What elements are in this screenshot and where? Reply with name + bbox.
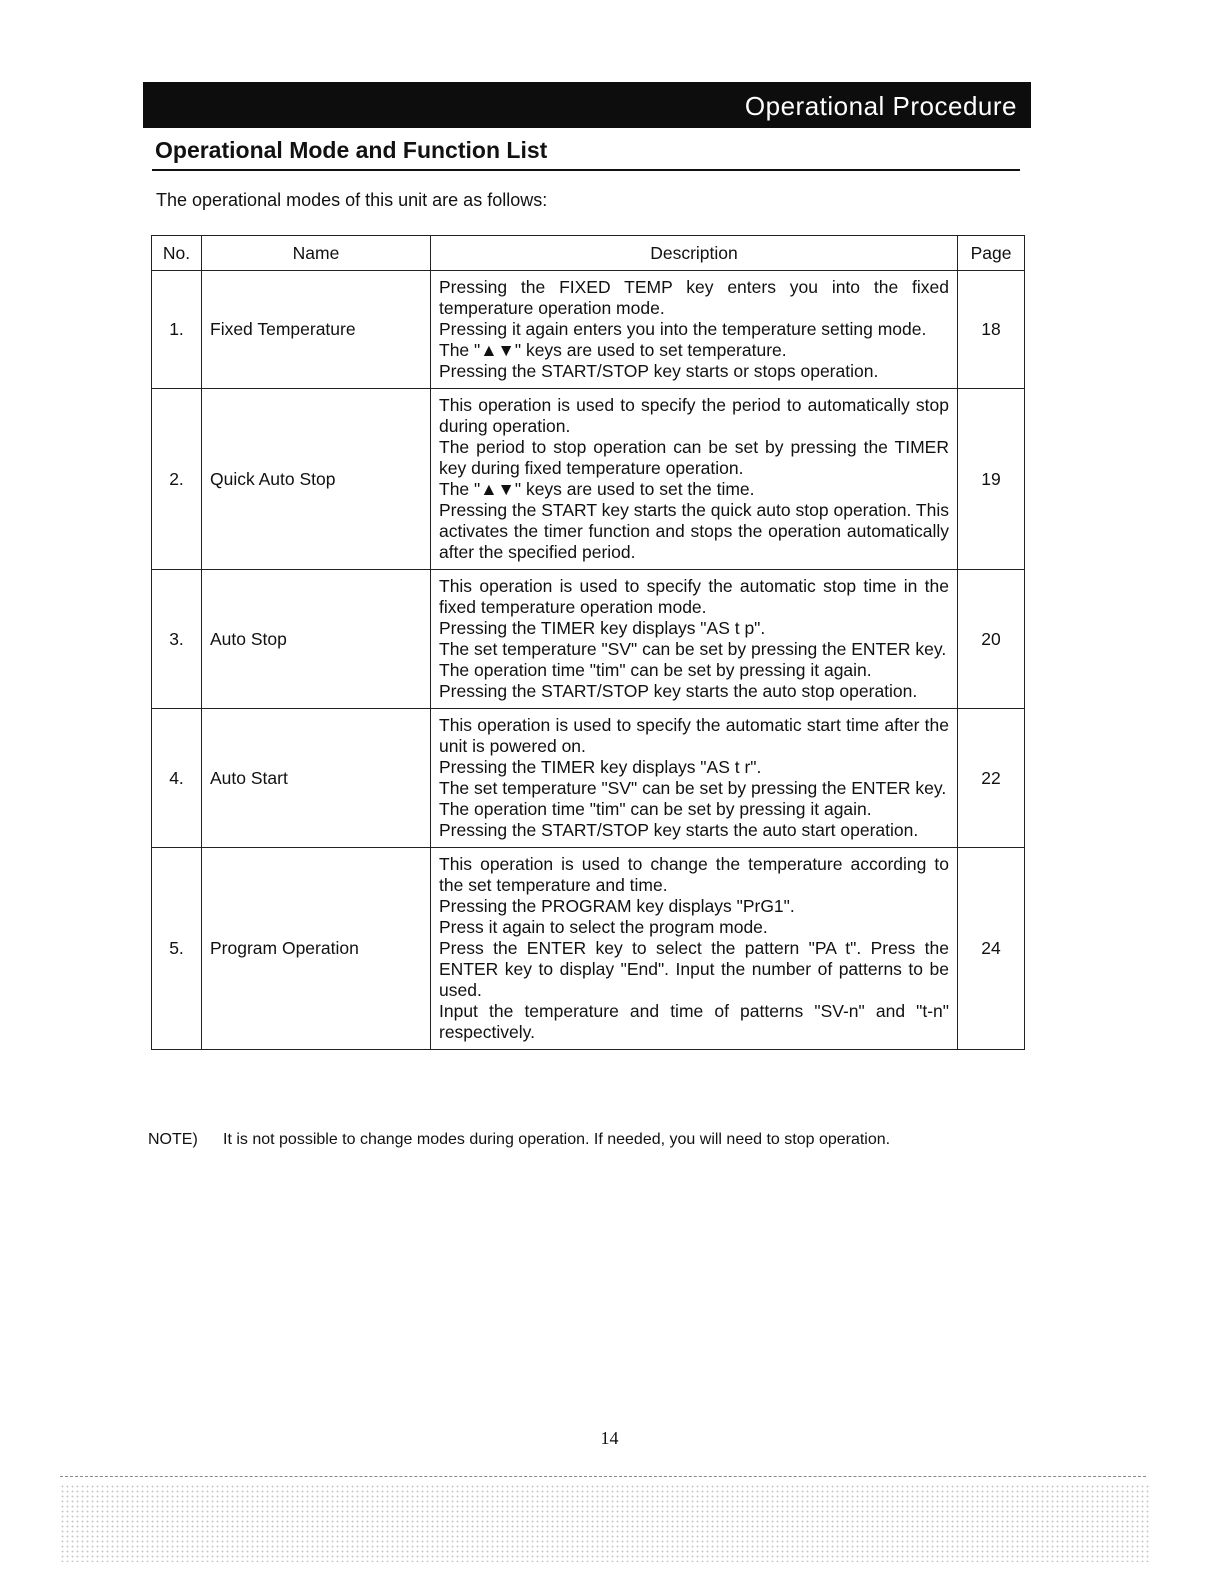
description-line: Pressing the PROGRAM key displays "PrG1". [439, 896, 795, 916]
column-header-name: Name [202, 236, 431, 271]
note-text: It is not possible to change modes during operation. If needed, you will need to stop operation. [223, 1131, 891, 1148]
mode-function-table [151, 235, 1025, 1050]
description-line: The operation time "tim" can be set by pressing it again. [439, 660, 872, 680]
description-line: Pressing the START key starts the quick auto stop operation. This activates the timer function and stops the operation automatically after the specified period. [439, 500, 949, 562]
description-line: The "▲▼" keys are used to set temperature. [439, 340, 787, 360]
table-row [152, 709, 1025, 848]
page-reference: 24 [958, 848, 1025, 1050]
page-reference: 20 [958, 570, 1025, 709]
mode-description [431, 271, 958, 389]
mode-description [431, 709, 958, 848]
scan-artifact-noise [60, 1484, 1150, 1562]
row-number: 1. [152, 271, 202, 389]
description-line: Pressing it again enters you into the temperature setting mode. [439, 319, 927, 339]
mode-description [431, 570, 958, 709]
row-number: 5. [152, 848, 202, 1050]
description-line: Pressing the TIMER key displays "AS t r". [439, 757, 762, 777]
description-line: Pressing the TIMER key displays "AS t p". [439, 618, 766, 638]
description-line: Pressing the START/STOP key starts the auto stop operation. [439, 681, 918, 701]
mode-name: Fixed Temperature [202, 271, 431, 389]
page-number: 14 [600, 1428, 619, 1448]
description-line: This operation is used to change the temperature according to the set temperature and time. [439, 854, 949, 895]
page-reference: 18 [958, 271, 1025, 389]
description-line: Pressing the START/STOP key starts the auto start operation. [439, 820, 919, 840]
description-line: Pressing the START/STOP key starts or stops operation. [439, 361, 879, 381]
description-line: Press it again to select the program mode. [439, 917, 768, 937]
mode-description [431, 389, 958, 570]
description-line: The operation time "tim" can be set by pressing it again. [439, 799, 872, 819]
page-reference: 19 [958, 389, 1025, 570]
row-number: 2. [152, 389, 202, 570]
scan-artifact-line [60, 1476, 1146, 1478]
description-line: The set temperature "SV" can be set by pressing the ENTER key. [439, 639, 947, 659]
description-line: The "▲▼" keys are used to set the time. [439, 479, 755, 499]
description-line: Pressing the FIXED TEMP key enters you into the fixed temperature operation mode. [439, 277, 949, 318]
description-line: This operation is used to specify the period to automatically stop during operation. [439, 395, 949, 436]
mode-name: Auto Start [202, 709, 431, 848]
description-line: Press the ENTER key to select the pattern "PA t". Press the ENTER key to display "End". Input the number of patterns to be used. [439, 938, 949, 1000]
description-line: Input the temperature and time of patterns "SV-n" and "t-n" respectively. [439, 1001, 949, 1042]
row-number: 3. [152, 570, 202, 709]
column-header-description: Description [431, 236, 958, 271]
page-reference: 22 [958, 709, 1025, 848]
row-number: 4. [152, 709, 202, 848]
intro-text: The operational modes of this unit are as follows: [156, 190, 548, 210]
column-header-no: No. [152, 236, 202, 271]
table-row [152, 389, 1025, 570]
page-title: Operational Mode and Function List [155, 137, 548, 163]
table-header-row [152, 236, 1025, 271]
mode-name: Quick Auto Stop [202, 389, 431, 570]
mode-description [431, 848, 958, 1050]
description-line: The period to stop operation can be set by pressing the TIMER key during fixed temperature operation. [439, 437, 949, 478]
table-row [152, 570, 1025, 709]
section-banner [143, 82, 1031, 128]
description-line: This operation is used to specify the automatic stop time in the fixed temperature operation mode. [439, 576, 949, 617]
section-banner-title: Operational Procedure [744, 91, 1017, 121]
column-header-page: Page [958, 236, 1025, 271]
description-line: The set temperature "SV" can be set by pressing the ENTER key. [439, 778, 947, 798]
mode-name: Auto Stop [202, 570, 431, 709]
table-row [152, 271, 1025, 389]
description-line: This operation is used to specify the automatic start time after the unit is powered on. [439, 715, 949, 756]
note [148, 1131, 890, 1149]
mode-name: Program Operation [202, 848, 431, 1050]
table-row [152, 848, 1025, 1050]
title-divider [152, 169, 1020, 171]
note-label: NOTE) [148, 1131, 198, 1148]
